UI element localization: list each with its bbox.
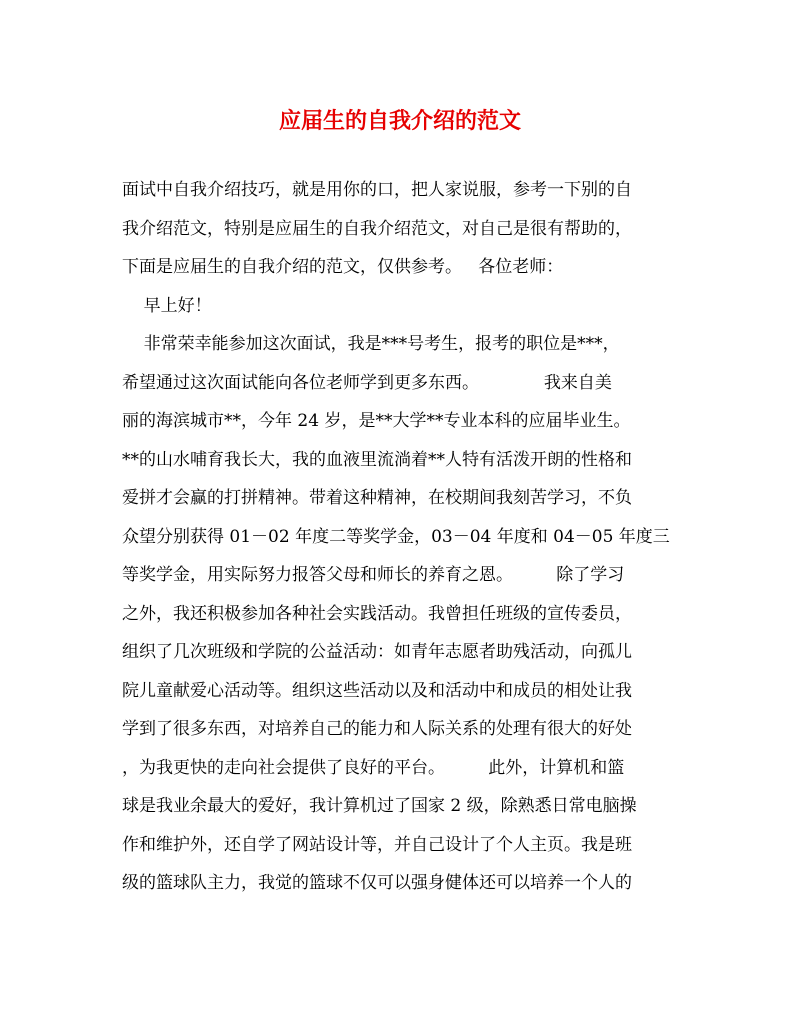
- body-line: 之外，我还积极参加各种社会实践活动。我曾担任班级的宣传委员，: [122, 603, 632, 624]
- body-line: 下面是应届生的自我介绍的范文，仅供参考。 各位老师：: [122, 257, 564, 277]
- body-line: 我介绍范文，特别是应届生的自我介绍范文，对自己是很有帮助的，: [122, 218, 632, 239]
- body-line: **的山水哺育我长大，我的血液里流淌着**人特有活泼开朗的性格和: [122, 449, 632, 470]
- body-line: 面试中自我介绍技巧，就是用你的口，把人家说服，参考一下别的自: [122, 180, 632, 200]
- body-line: ，为我更快的走向社会提供了良好的平台。 此外，计算机和篮: [122, 757, 625, 778]
- body-line: 级的篮球队主力，我觉的篮球不仅可以强身健体还可以培养一个人的: [122, 873, 632, 893]
- body-line: 丽的海滨城市**，今年 24 岁，是**大学**专业本科的应届毕业生。: [122, 411, 631, 431]
- body-line: 作和维护外，还自学了网站设计等，并自己设计了个人主页。我是班: [122, 834, 632, 855]
- body-line: 非常荣幸能参加这次面试，我是***号考生，报考的职位是***，: [122, 334, 620, 354]
- body-line: 球是我业余最大的爱好，我计算机过了国家 2 级，除熟悉日常电脑操: [122, 796, 637, 816]
- body-line: 等奖学金，用实际努力报答父母和师长的养育之恩。 除了学习: [122, 565, 625, 585]
- body-line: 早上好！: [122, 295, 212, 316]
- body-line: 爱拼才会赢的打拼精神。带着这种精神，在校期间我刻苦学习，不负: [122, 488, 632, 508]
- body-line: 组织了几次班级和学院的公益活动：如青年志愿者助残活动，向孤儿: [122, 642, 632, 662]
- body-line: 希望通过这次面试能向各位老师学到更多东西。 我来自美: [122, 372, 612, 393]
- document-title: 应届生的自我介绍的范文: [278, 108, 521, 134]
- body-line: 院儿童献爱心活动等。组织这些活动以及和活动中和成员的相处让我: [122, 680, 632, 701]
- document-body: [122, 171, 682, 903]
- body-line: 学到了很多东西，对培养自己的能力和人际关系的处理有很大的好处: [122, 719, 632, 739]
- body-line: 众望分别获得 01－02 年度二等奖学金，03－04 年度和 04－05 年度三: [122, 526, 670, 547]
